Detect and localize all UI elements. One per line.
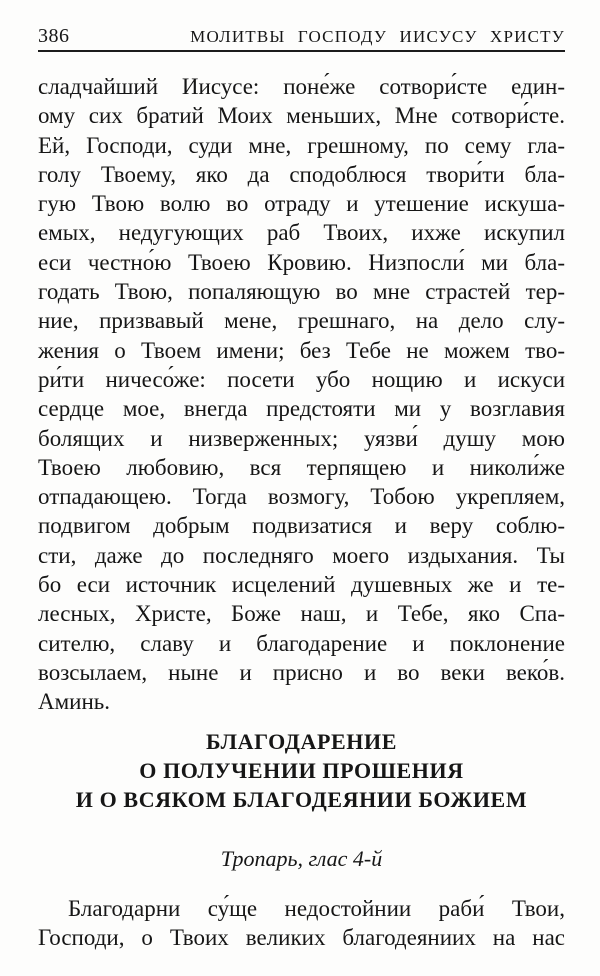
text-line: сладчайший Иисусе: поне́же сотвори́сте един- [38,74,565,99]
page-number: 386 [38,25,70,47]
header-rule [38,50,565,52]
text-line: БЛАГОДАРЕНИЕ [206,728,397,754]
section-heading [38,727,565,814]
text-line: лесных, Христе, Боже наш, и Тебе, яко Спа- [38,601,565,627]
text-line: еси честно́ю Твоею Кровию. Низпосли́ ми бла- [38,249,565,275]
text-line: сердце мое, внегда предстояти ми у возглавия [38,396,565,422]
text-line: гую Твою волю во отраду и утешение искуша- [38,191,565,217]
tropar-heading: Тропарь, глас 4-й [220,845,383,871]
running-head [38,0,565,46]
page-content [38,0,565,952]
text-line: ние, призвавый мене, грешнаго, на дело слу- [38,308,565,334]
text-line: Ей, Господи, суди мне, грешному, по сему гла- [38,132,565,158]
text-line: отпадающею. Тогда возмогу, Тобою укрепляем, [38,484,565,510]
prayer-paragraph [38,72,565,717]
running-title: МОЛИТВЫ ГОСПОДУ ИИСУСУ ХРИСТУ [190,27,565,46]
text-line: ри́ти ничесо́же: посети убо нощию и искуси [38,366,565,392]
text-line: Аминь. [38,689,111,715]
text-line: ому сих братий Моих меньших, Мне сотвори́сте. [38,103,565,129]
text-line: сти, даже до последняго моего издыхания. Ты [38,542,565,568]
text-line: подвигом добрым подвизатися и веру соблю- [38,513,565,539]
text-line: емых, недугующих раб Твоих, ихже искупил [38,220,565,246]
text-line: Господи, о Твоих великих благодеяниих на нас [38,924,565,950]
text-line: О ПОЛУЧЕНИИ ПРОШЕНИЯ [139,757,464,783]
thanksgiving-paragraph [38,894,565,953]
text-line: бо еси источник исцелений душевных же и те- [38,572,565,598]
text-line: сителю, славу и благодарение и поклонение [38,630,565,656]
text-line: И О ВСЯКОМ БЛАГОДЕЯНИИ БОЖИЕМ [75,786,528,812]
text-line: болящих и низверженных; уязви́ душу мою [38,425,565,451]
text-line: возсылаем, ныне и присно и во веки веко́в. [38,659,565,685]
text-line: годать Твою, попаляющую во мне страстей тер- [38,279,565,305]
text-line: Благодарни су́ще недостойнии раби́ Твои, [68,895,565,921]
text-line: жения о Твоем имени; без Тебе не можем тво- [38,337,565,363]
text-line: Твоею любовию, вся терпящею и николи́же [38,454,565,480]
text-line: голу Твоему, яко да сподоблюся твори́ти бла- [38,161,565,187]
